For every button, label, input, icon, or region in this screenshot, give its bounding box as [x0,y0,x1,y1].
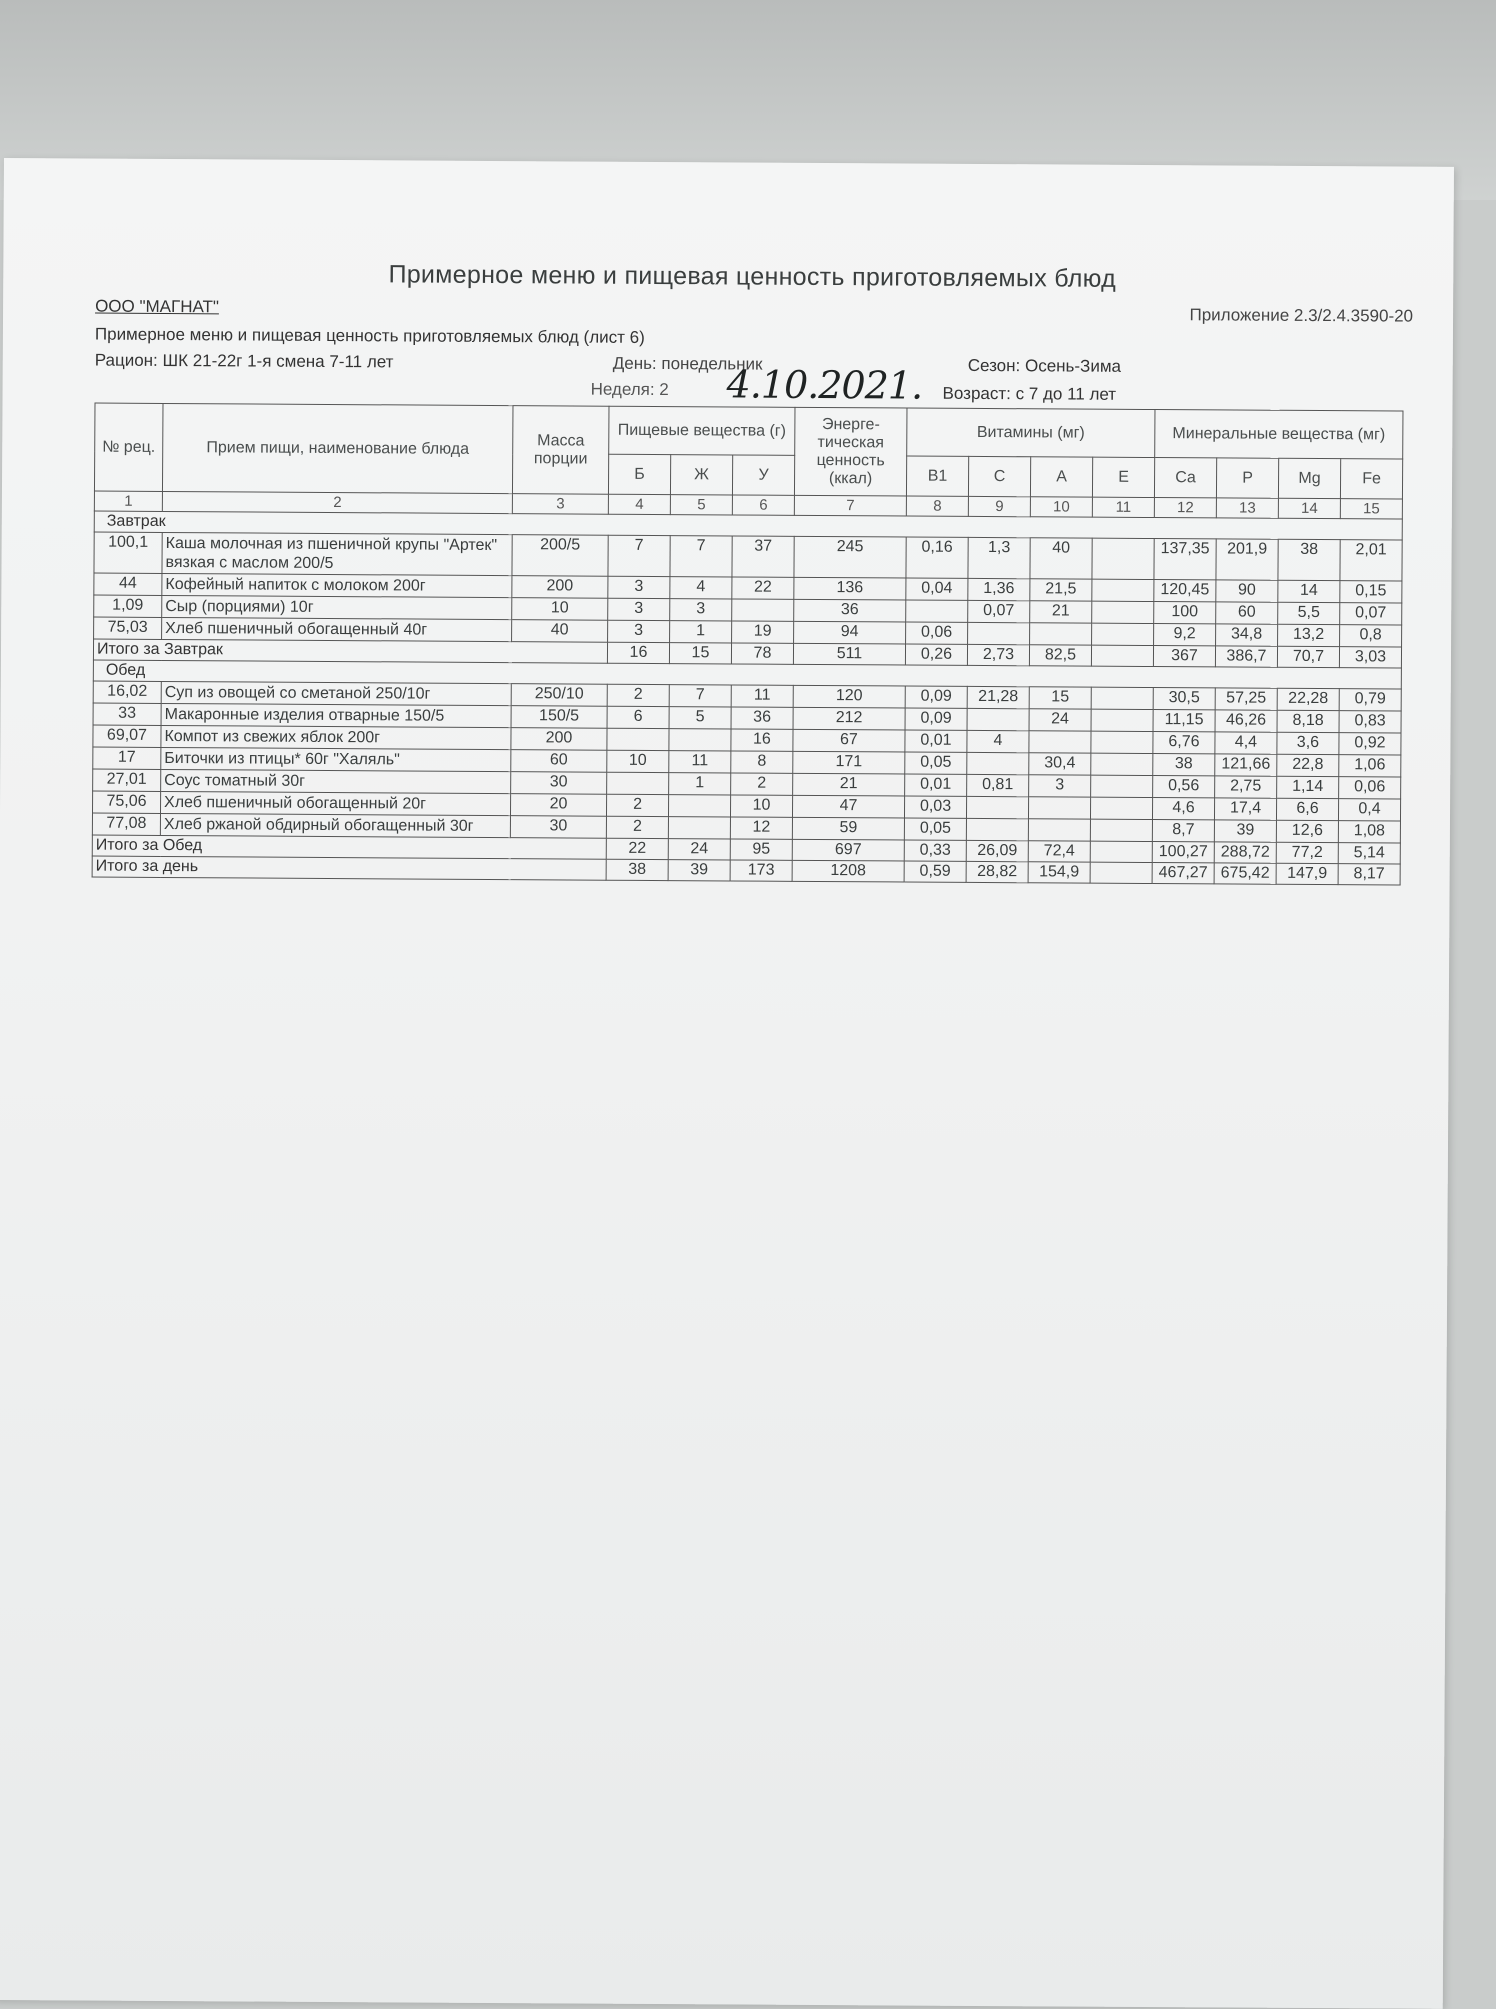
column-number-cell: 9 [968,496,1030,516]
table-cell: 171 [793,751,905,774]
column-number-cell: 5 [670,495,732,515]
table-cell: 137,35 [1154,539,1216,580]
header-minerals: Минеральные вещества (мг) [1155,410,1403,460]
table-cell: 6 [607,706,669,728]
table-cell: 2,75 [1215,776,1277,798]
table-cell [1028,797,1090,819]
table-cell: 6,76 [1153,732,1215,754]
table-cell: 47 [792,795,904,818]
table-cell: 0,04 [906,578,968,600]
table-cell: 212 [793,707,905,730]
dish-name-cell: Суп из овощей со сметаной 250/10г [161,681,511,705]
table-cell: 200/5 [512,535,608,577]
total-cell: 70,7 [1277,646,1339,667]
table-cell [967,708,1029,730]
table-cell: 11,15 [1153,710,1215,732]
table-cell: 60 [511,750,607,773]
total-cell: 675,42 [1214,863,1276,884]
document-subtitle: Примерное меню и пищевая ценность приготовляемых блюд (лист 6) [94,324,645,347]
handwritten-date: 4.10.2021. [726,362,923,408]
table-cell: 4,6 [1152,798,1214,820]
table-cell: 250/10 [511,684,607,707]
table-cell: 22 [732,577,794,599]
week-label: Неделя: 2 [590,379,669,400]
column-number-cell: 8 [906,496,968,516]
table-cell [966,796,1028,818]
table-cell: 10 [730,795,792,817]
column-number-cell: 4 [608,494,670,514]
table-cell: 40 [512,620,608,643]
total-cell: 78 [731,643,793,664]
total-cell: 95 [730,839,792,860]
dish-name-cell: Каша молочная из пшеничной крупы "Артек" вязкая с маслом 200/5 [162,532,512,575]
subheader-cell: Е [1092,457,1154,497]
table-cell: 2 [606,816,668,838]
total-cell: 2,73 [967,644,1029,665]
table-cell [967,752,1029,774]
table-cell: 1 [669,773,731,795]
table-cell: 17 [93,747,161,769]
column-number-cell: 15 [1340,499,1402,519]
table-cell: 39 [1214,820,1276,842]
table-cell: 0,05 [904,818,966,840]
table-body [92,511,1402,885]
table-cell: 14 [1278,580,1340,602]
table-cell: 20 [510,794,606,817]
total-cell: 367 [1153,646,1215,667]
table-cell: 30 [510,816,606,839]
paper-sheet [0,158,1454,2009]
table-cell: 36 [794,599,906,622]
subheader-cell: Ca [1154,458,1216,498]
table-cell: 36 [731,707,793,729]
total-cell: 147,9 [1276,863,1338,884]
column-number-cell: 6 [732,495,794,515]
table-cell: 2 [607,684,669,706]
header-nutrients: Пищевые вещества (г) [609,406,795,455]
section-label: Завтрак [94,511,1402,540]
table-cell: 8 [731,751,793,773]
table-cell [607,728,669,750]
total-cell: 82,5 [1029,645,1091,666]
table-cell: 4,4 [1215,732,1277,754]
table-cell: 0,03 [904,796,966,818]
table-cell: 0,56 [1153,776,1215,798]
dish-name-cell: Соус томатный 30г [161,769,511,793]
total-cell: 0,59 [904,861,966,882]
table-cell: 1,09 [94,595,162,617]
table-cell [1092,538,1154,579]
table-cell: 38 [1153,754,1215,776]
table-cell [1091,687,1153,709]
dish-name-cell: Сыр (порциями) 10г [162,595,512,619]
subheader-cell: В1 [906,456,968,496]
table-cell: 27,01 [93,769,161,791]
table-cell: 30 [511,772,607,795]
organization-name: ООО "МАГНАТ" [95,296,219,317]
table-cell: 30,5 [1153,688,1215,710]
table-cell: 0,16 [906,537,968,578]
table-cell: 200 [512,576,608,599]
table-cell: 5,5 [1278,602,1340,624]
total-cell: 0,33 [904,840,966,861]
table-cell: 30,4 [1029,753,1091,775]
column-number-cell: 13 [1216,498,1278,518]
subheader-cell: А [1030,457,1092,497]
total-cell: 8,17 [1338,864,1400,885]
table-cell: 0,09 [905,708,967,730]
table-cell: 33 [93,703,161,725]
dish-name-cell: Кофейный напиток с молоком 200г [162,573,512,597]
total-cell: 3,03 [1339,647,1401,668]
subheader-cell: У [732,455,794,495]
subheader-cell: Б [608,454,670,494]
table-cell [968,622,1030,644]
table-cell: 3 [670,599,732,621]
total-cell: 16 [607,642,669,663]
table-cell: 4 [967,730,1029,752]
table-cell: 44 [94,573,162,595]
table-cell: 4 [670,577,732,599]
table-cell: 200 [511,728,607,751]
table-cell: 22,8 [1277,754,1339,776]
table-cell [1090,819,1152,841]
table-cell: 16,02 [93,681,161,703]
table-cell: 34,8 [1216,624,1278,646]
total-cell: 24 [668,839,730,860]
total-cell: 26,09 [966,840,1028,861]
column-number-cell: 10 [1030,497,1092,517]
table-cell: 0,09 [905,686,967,708]
table-cell: 38 [1278,539,1340,580]
table-cell: 100 [1154,602,1216,624]
table-cell: 2 [731,773,793,795]
table-cell: 7 [670,536,732,577]
dish-name-cell: Биточки из птицы* 60г "Халяль" [161,747,511,771]
table-cell: 0,8 [1340,625,1402,647]
total-cell: 100,27 [1152,842,1214,863]
total-cell [1090,862,1152,883]
table-cell [1090,797,1152,819]
table-cell: 0,4 [1338,799,1400,821]
total-cell [1091,645,1153,666]
table-cell: 0,06 [1339,777,1401,799]
table-cell: 0,83 [1339,711,1401,733]
table-cell: 21 [793,773,905,796]
table-cell [1091,775,1153,797]
table-cell: 21,5 [1030,579,1092,601]
column-number-cell: 7 [794,495,906,516]
table-cell: 13,2 [1278,624,1340,646]
table-cell: 15 [1029,687,1091,709]
table-cell [668,817,730,839]
table-cell: 12,6 [1276,820,1338,842]
table-cell: 0,01 [905,774,967,796]
table-cell: 6,6 [1276,798,1338,820]
table-cell: 75,06 [93,791,161,813]
total-cell: 72,4 [1028,841,1090,862]
total-cell: 1208 [792,860,904,882]
table-cell: 7 [669,685,731,707]
document-title: Примерное меню и пищевая ценность приготовляемых блюд [388,260,1117,293]
subheader-cell: Fe [1340,459,1402,499]
table-cell: 5 [669,707,731,729]
table-cell [1091,709,1153,731]
table-cell: 11 [669,751,731,773]
table-cell [906,600,968,622]
table-cell: 59 [792,817,904,840]
table-cell: 10 [607,750,669,772]
table-cell: 1,08 [1338,821,1400,843]
table-cell: 17,4 [1214,798,1276,820]
table-cell [668,795,730,817]
total-label: Итого за Завтрак [93,639,607,663]
table-cell: 0,05 [905,752,967,774]
total-cell [1090,841,1152,862]
table-cell: 201,9 [1216,539,1278,580]
table-cell: 22,28 [1277,688,1339,710]
dish-name-cell: Хлеб ржаной обдирный обогащенный 30г [160,813,510,837]
table-cell: 10 [512,598,608,621]
table-cell: 0,06 [906,622,968,644]
table-cell: 3 [608,576,670,598]
dish-name-cell: Макаронные изделия отварные 150/5 [161,703,511,727]
table-cell: 1,36 [968,578,1030,600]
document [0,158,1454,2009]
table-cell: 0,92 [1339,733,1401,755]
table-cell: 8,18 [1277,710,1339,732]
table-cell: 3 [608,620,670,642]
total-cell: 5,14 [1338,843,1400,864]
table-cell: 2,01 [1340,540,1402,581]
table-cell: 21 [1030,601,1092,623]
table-cell: 12 [730,817,792,839]
total-cell: 154,9 [1028,862,1090,883]
total-cell: 77,2 [1276,842,1338,863]
total-cell: 38 [606,859,668,880]
total-label: Итого за Обед [92,835,606,859]
table-cell: 90 [1216,580,1278,602]
table-cell: 8,7 [1152,820,1214,842]
table-cell: 3,6 [1277,732,1339,754]
table-cell: 2 [606,794,668,816]
table-cell: 60 [1216,602,1278,624]
table-cell: 136 [794,577,906,600]
column-number-cell: 1 [94,491,162,511]
total-cell: 28,82 [966,861,1028,882]
column-number-cell: 12 [1154,498,1216,518]
age-label: Возраст: с 7 до 11 лет [942,383,1117,404]
table-cell: 16 [731,729,793,751]
table-cell [1092,601,1154,623]
table-cell: 69,07 [93,725,161,747]
subheader-cell: С [968,456,1030,496]
total-cell: 288,72 [1214,842,1276,863]
table-cell: 0,01 [905,730,967,752]
table-cell: 40 [1030,538,1092,579]
table-cell: 1,3 [968,537,1030,578]
day-label: День: понедельник [612,353,763,374]
table-cell: 19 [732,621,794,643]
table-cell: 21,28 [967,686,1029,708]
table-cell: 0,15 [1340,581,1402,603]
table-cell [732,599,794,621]
header-energy: Энерге-тическая ценность (ккал) [794,407,907,496]
table-cell: 0,81 [967,774,1029,796]
table-cell: 67 [793,729,905,752]
ration-label: Рацион: ШК 21-22г 1-я смена 7-11 лет [94,350,394,372]
season-label: Сезон: Осень-Зима [967,355,1122,376]
table-cell: 0,07 [968,600,1030,622]
table-cell: 3 [608,598,670,620]
table-cell: 1 [670,621,732,643]
table-cell: 1,06 [1339,755,1401,777]
table-cell: 94 [794,621,906,644]
table-cell: 150/5 [511,706,607,729]
header-recipe-number: № рец. [94,403,163,491]
table-cell: 100,1 [94,532,162,573]
total-cell: 386,7 [1215,646,1277,667]
column-number-cell: 14 [1278,498,1340,518]
dish-name-cell: Компот из свежих яблок 200г [161,725,511,749]
table-cell: 0,07 [1340,603,1402,625]
appendix-reference: Приложение 2.3/2.4.3590-20 [1189,305,1414,326]
menu-table [92,403,1404,886]
table-cell: 120,45 [1154,580,1216,602]
subheader-cell: Ж [670,455,732,495]
table-cell [1092,623,1154,645]
table-header [94,403,1403,519]
total-cell: 697 [792,839,904,861]
table-cell: 75,03 [94,617,162,639]
table-cell: 0,79 [1339,689,1401,711]
table-cell: 1,14 [1277,776,1339,798]
table-cell [966,818,1028,840]
table-cell: 11 [731,685,793,707]
total-cell: 511 [793,643,905,665]
dish-name-cell: Хлеб пшеничный обогащенный 20г [160,791,510,815]
section-label: Обед [93,660,1401,689]
total-cell: 22 [606,838,668,859]
table-cell: 46,26 [1215,710,1277,732]
total-cell: 173 [730,860,792,881]
total-cell: 0,26 [905,644,967,665]
column-number-cell: 2 [162,491,512,513]
table-cell: 24 [1029,709,1091,731]
table-cell [1092,579,1154,601]
table-cell: 245 [794,536,906,578]
column-number-cell: 11 [1092,497,1154,517]
table-cell: 7 [608,535,670,576]
column-number-cell: 3 [512,494,608,515]
subheader-cell: P [1216,458,1278,498]
header-dish-name: Прием пищи, наименование блюда [162,403,513,493]
table-cell [1029,731,1091,753]
table-cell [669,729,731,751]
table-cell: 121,66 [1215,754,1277,776]
subheader-cell: Mg [1278,458,1340,498]
total-label: Итого за день [92,856,606,880]
total-cell: 467,27 [1152,863,1214,884]
table-cell: 9,2 [1154,624,1216,646]
total-cell: 15 [669,643,731,664]
table-cell [1028,819,1090,841]
header-portion-mass: Масса порции [512,406,609,495]
table-cell [1091,731,1153,753]
total-cell: 39 [668,860,730,881]
table-cell: 77,08 [92,813,160,835]
table-cell [1030,623,1092,645]
dish-name-cell: Хлеб пшеничный обогащенный 40г [162,617,512,641]
table-cell: 3 [1029,775,1091,797]
table-cell [607,772,669,794]
table-cell: 37 [732,536,794,577]
header-vitamins: Витамины (мг) [907,408,1155,458]
table-cell: 57,25 [1215,688,1277,710]
table-cell: 120 [793,685,905,708]
table-cell [1091,753,1153,775]
